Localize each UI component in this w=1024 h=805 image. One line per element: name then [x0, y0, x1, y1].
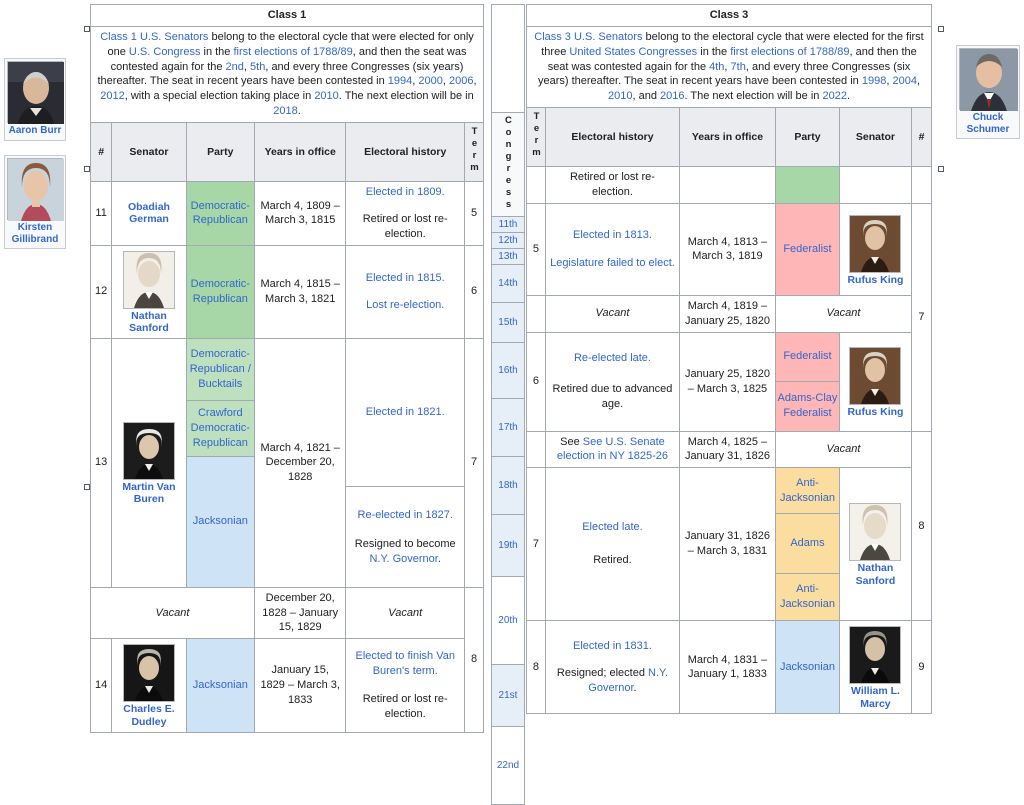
congress-item-18th[interactable]: 18th	[492, 457, 525, 515]
intro-link[interactable]: 7th	[730, 60, 746, 73]
congress-item-22nd[interactable]: 22nd	[492, 727, 525, 805]
table-row	[527, 431, 932, 468]
class1-caption: Class 1	[91, 5, 484, 27]
years-cell: March 4, 1821 – December 20, 1828	[254, 338, 345, 587]
congress-item-14th[interactable]: 14th	[492, 265, 525, 303]
col-term: Term	[465, 122, 484, 181]
class1-header-row	[91, 122, 484, 181]
senator-name-link[interactable]: William L. Marcy	[851, 685, 900, 710]
portrait-kirsten-gillibrand	[7, 158, 63, 220]
side-card-caption[interactable]: Aaron Burr	[8, 125, 62, 136]
intro-link[interactable]: 2006	[448, 75, 474, 88]
years-cell: January 15, 1829 – March 3, 1833	[254, 639, 345, 732]
side-card-burr	[4, 58, 66, 141]
intro-link[interactable]: 2004	[892, 75, 917, 88]
term-cell: 6	[465, 245, 484, 338]
electoral-history-cell: Vacant	[545, 295, 679, 332]
electoral-history-cell: Retired or lost re-election.	[545, 167, 679, 204]
senator-cell	[112, 338, 186, 587]
table-row	[527, 621, 932, 714]
years-cell: March 4, 1825 – January 31, 1826	[679, 431, 775, 468]
term-cell	[527, 167, 546, 204]
col-senator: Senator	[839, 108, 911, 167]
intro-link[interactable]: 4th	[709, 60, 725, 73]
col-electoral-history: Electoral history	[346, 122, 465, 181]
senator-cell	[839, 203, 911, 295]
intro-link[interactable]: 1998	[861, 75, 887, 88]
row-number: 9	[911, 621, 931, 714]
intro-link[interactable]: 2018	[273, 105, 298, 118]
term-cell: 7	[527, 468, 546, 621]
selection-handle[interactable]	[938, 26, 944, 32]
portrait-rufus-king	[849, 215, 901, 273]
table-row	[91, 182, 484, 246]
table-row	[527, 203, 932, 295]
table-row	[91, 338, 484, 487]
years-cell: March 4, 1809 – March 3, 1815	[254, 182, 345, 246]
term-cell	[527, 295, 546, 332]
term-cell: 6	[527, 332, 546, 431]
electoral-history-cell: Elected in 1809. Retired or lost re-election.	[346, 182, 465, 246]
senator-name-link[interactable]: Rufus King	[847, 273, 904, 286]
senator-name-link[interactable]: Martin Van Buren	[122, 480, 176, 506]
intro-link[interactable]: Class 3 U.S. Senators	[534, 30, 643, 43]
side-card-caption[interactable]: Kirsten Gillibrand	[11, 222, 59, 245]
selection-handle[interactable]	[938, 166, 944, 172]
row-number: 11	[91, 182, 112, 246]
class3-caption: Class 3	[527, 5, 932, 27]
intro-link[interactable]: 2016	[660, 90, 685, 103]
senator-name-link[interactable]: Nathan Sanford	[129, 309, 169, 335]
resign-note: Resigned; elected N.Y. Governor.	[556, 666, 669, 694]
portrait-martin-van-buren	[123, 422, 175, 480]
senator-cell	[112, 639, 186, 732]
table-row	[527, 468, 932, 621]
row-number: 14	[91, 639, 112, 732]
resign-note: Resigned to become N.Y. Governor.	[354, 537, 456, 565]
col-senator: Senator	[112, 122, 186, 181]
intro-link[interactable]: 2022	[822, 90, 847, 103]
electoral-history-cell: Vacant	[346, 587, 465, 639]
party-cell: Jacksonian	[186, 639, 254, 732]
senate-election-link[interactable]: See U.S. Senate election in NY 1825-26	[556, 435, 669, 463]
electoral-history-cell: Re-elected late. Retired due to advanced age.	[545, 332, 679, 431]
party-cell: Federalist	[775, 203, 839, 295]
col-number: #	[911, 108, 931, 167]
congress-item-12th[interactable]: 12th	[492, 233, 525, 249]
portrait-william-l-marcy	[849, 626, 901, 684]
table-row	[527, 295, 932, 332]
row-number	[911, 167, 931, 204]
intro-link[interactable]: first elections of 1788/89	[233, 45, 353, 58]
intro-link[interactable]: 5th	[250, 60, 266, 73]
intro-link[interactable]: 2012	[100, 90, 125, 103]
congress-column-table	[491, 4, 525, 805]
party-cell-multi: Democratic-Republican / Bucktails Crawford Democratic-Republican Jacksonian	[186, 338, 254, 587]
side-card-caption[interactable]: Chuck Schumer	[966, 112, 1010, 135]
class1-intro: Class 1 U.S. Senators belong to the electoral cycle that were elected for only one U.S. Congress in the first elections of 1788/89, and then the seat was contested again for the 2nd, 5th, and every three Congresses (six years) thereafter. The seat in recent years have been contested in 1994, 2000, 2006, 2012, with a special election taking place in 2010. The next election will be in 2018.	[91, 26, 484, 122]
intro-link[interactable]: 1994	[387, 75, 413, 88]
years-cell: March 4, 1813 – March 3, 1819	[679, 203, 775, 295]
class3-table	[526, 4, 932, 714]
years-cell: March 4, 1819 – January 25, 1820	[679, 295, 775, 332]
row-number: 12	[91, 245, 112, 338]
party-cell-multi: Federalist Adams-Clay Federalist	[775, 332, 839, 431]
congress-item-13th[interactable]: 13th	[492, 249, 525, 265]
congress-item-20th[interactable]: 20th	[492, 577, 525, 665]
term-cell: 8	[527, 621, 546, 714]
electoral-history-cell: Elected in 1815. Lost re-election.	[346, 245, 465, 338]
portrait-charles-e-dudley	[123, 644, 175, 702]
congress-col-header: Congress	[492, 113, 525, 217]
col-party: Party	[186, 122, 254, 181]
col-electoral-history: Electoral history	[545, 108, 679, 167]
congress-item-21st[interactable]: 21st	[492, 665, 525, 727]
portrait-nathan-sanford	[849, 503, 901, 561]
electoral-history-cell: Re-elected in 1827. Resigned to become N.Y. Governor.	[346, 487, 465, 587]
senator-name-link[interactable]: Rufus King	[847, 405, 904, 418]
intro-link[interactable]: 2010	[314, 90, 339, 103]
senator-cell	[839, 167, 911, 204]
intro-link[interactable]: 2010	[607, 90, 633, 103]
table-row	[527, 167, 932, 204]
congress-col-spacer	[492, 5, 525, 113]
class1-table	[90, 4, 484, 733]
electoral-history-cell: Elected in 1821.	[346, 338, 465, 487]
class3-block	[526, 4, 934, 714]
class3-intro: Class 3 U.S. Senators belong to the electoral cycle that were elected for the first three United States Congresses in the first elections of 1788/89, and then the seat was contested again for the 4th, 7th, and every three Congresses (six years) thereafter. The seat in recent years have been contested in 1998, 2004, 2010, and 2016. The next election will be in 2022.	[527, 26, 932, 107]
term-cell: 7	[465, 338, 484, 587]
side-card-gillibrand	[4, 155, 66, 249]
party-cell	[775, 167, 839, 204]
congress-item-15th[interactable]: 15th	[492, 303, 525, 343]
party-cell-multi: Anti-Jacksonian Adams Anti-Jacksonian	[775, 468, 839, 621]
class3-header-row	[527, 108, 932, 167]
senator-cell	[839, 621, 911, 714]
portrait-aaron-burr	[7, 61, 63, 123]
col-years: Years in office	[679, 108, 775, 167]
senator-cell	[112, 182, 186, 246]
term-cell: 5	[465, 182, 484, 246]
electoral-history-cell: Elected to finish Van Buren's term. Retired or lost re-election.	[346, 639, 465, 732]
senator-name-link[interactable]: Nathan Sanford	[855, 562, 896, 587]
senator-cell	[112, 245, 186, 338]
party-cell: Democratic-Republican	[186, 182, 254, 246]
col-number: #	[91, 122, 112, 181]
electoral-history-cell: Elected late. Retired.	[545, 468, 679, 621]
row-number: 13	[91, 338, 112, 587]
senator-cell	[839, 468, 911, 621]
side-card-schumer	[956, 45, 1020, 139]
row-number: 8	[911, 431, 931, 621]
intro-link[interactable]: Class 1 U.S. Senators	[100, 30, 209, 43]
term-cell: 8	[465, 587, 484, 732]
term-cell: 5	[527, 203, 546, 295]
electoral-history-cell: Elected in 1831. Resigned; elected N.Y. Governor.	[545, 621, 679, 714]
table-row	[91, 639, 484, 732]
col-party: Party	[775, 108, 839, 167]
table-row	[91, 587, 484, 639]
congress-item-11th[interactable]: 11th	[492, 217, 525, 233]
congress-item-17th[interactable]: 17th	[492, 399, 525, 457]
congress-item-19th[interactable]: 19th	[492, 515, 525, 577]
party-cell: Democratic-Republican	[186, 245, 254, 338]
party-senator-vacant: Vacant	[775, 431, 911, 468]
class1-block	[90, 4, 490, 733]
party-senator-vacant: Vacant	[775, 295, 911, 332]
party-cell: Jacksonian	[775, 621, 839, 714]
col-years: Years in office	[254, 122, 345, 181]
table-row	[91, 245, 484, 338]
senate-class-tables	[90, 4, 936, 805]
years-cell: January 31, 1826 – March 3, 1831	[679, 468, 775, 621]
years-cell	[679, 167, 775, 204]
vacant-senator-cell: Vacant	[91, 587, 255, 639]
portrait-chuck-schumer	[959, 48, 1017, 110]
row-number: 7	[911, 203, 931, 431]
intro-link[interactable]: 2nd	[225, 60, 244, 73]
senator-name-link[interactable]: Obadiah German	[127, 200, 170, 226]
intro-link[interactable]: United States Congresses	[569, 45, 698, 58]
years-cell: January 25, 1820 – March 3, 1825	[679, 332, 775, 431]
senator-cell	[839, 332, 911, 431]
years-cell: March 4, 1815 – March 3, 1821	[254, 245, 345, 338]
table-row	[527, 332, 932, 431]
years-cell: December 20, 1828 – January 15, 1829	[254, 587, 345, 639]
portrait-nathan-sanford	[123, 251, 175, 309]
intro-link[interactable]: first elections of 1788/89	[730, 45, 850, 58]
senator-name-link[interactable]: Charles E. Dudley	[123, 703, 175, 728]
portrait-rufus-king	[849, 347, 901, 405]
congress-item-16th[interactable]: 16th	[492, 343, 525, 399]
intro-link[interactable]: U.S. Congress	[128, 45, 201, 58]
intro-link[interactable]: 2000	[418, 75, 443, 88]
electoral-history-cell: Elected in 1813. Legislature failed to elect.	[545, 203, 679, 295]
electoral-history-cell: See See U.S. Senate election in NY 1825-26	[545, 431, 679, 468]
term-cell	[527, 431, 546, 468]
years-cell: March 4, 1831 – January 1, 1833	[679, 621, 775, 714]
col-term: Term	[527, 108, 546, 167]
